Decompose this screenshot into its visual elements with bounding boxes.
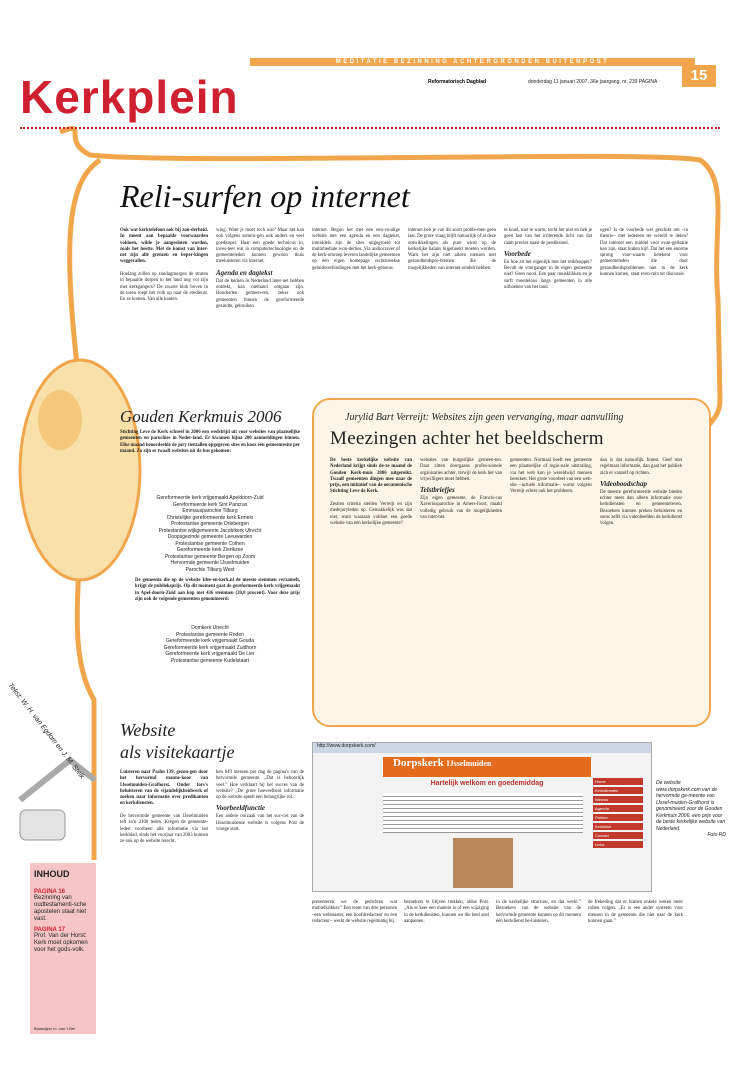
website-column-2: ken 649 mensen per dag de pagina's van de hervormde gemeente. „Dat is behoorlijk veel.” Hoe verklaart hij het succes van de website? „De grote hoeveelheid informatie op de website speelt een belangrijke rol. Voorbeeldfunctie Een andere oorzaak van het suc-ces van de IJsselmuidense website is volgens Post de vroege start.: [216, 770, 304, 833]
nominee-item: Protestantse gemeente Driebergen: [171, 521, 249, 527]
article-column-3: [312, 228, 400, 272]
article-body: En hoe zit het eigenlijk met het reikfeopper? Bevalt de voorganger in de eigen gemeente niet? Geen nood. Een paar muisklikken en je surft moeiteloos langs gemeenten in alle uithoeken van het land.: [504, 259, 592, 291]
page-number: 15: [682, 65, 716, 87]
article-body: ogen? Is de voorbede wel geschikt om –in theorie– met iedereen ter wereld te delen? Dat internet een middel voor evan-gelisatie kan zijn, staat buiten kijf. Dat het een enorme sprong voor-waarts betekent voor gemeenteleden die door gezondheidsproblemen niet in de kerk kunnen komen, staat even-min ter discussie.: [600, 228, 688, 278]
article-body: Hoelang zullen op zondagmorgen de straten in bepaalde dorpen in het land nog vol zijn met kerkgangers? De zwarte blok boven in de toren roept het volk op naar de eredienst. En ze komen. Van alle kanten.: [120, 272, 208, 303]
masthead-logo: Kerkplein: [20, 71, 239, 123]
article-column-5: [504, 228, 592, 291]
nominee-list: [120, 495, 300, 573]
section-bar: MEDITATIE BEZINNING ACHTERGRONDEN BUITENPOST: [250, 58, 695, 66]
site-menu-item[interactable]: Kerkdiensten: [593, 787, 643, 794]
subheading: Voorbede: [504, 249, 531, 258]
nominee-item: Protestantse gemeente Bergen op Zoom: [164, 553, 256, 560]
site-menu-item[interactable]: Links: [593, 841, 643, 848]
website-column-3: presenteren we de gedichten wat mobielkrikker.” Een team van drie personen –een webmaster, een hoofdredacteur en een redacteur– werkt de website regelmatig bij.: [312, 900, 397, 924]
nominee-item: Gereformeerde kerk vrijgemaakt Apeldoorn-Zuid: [156, 495, 264, 501]
article-column-4: [408, 228, 496, 272]
article-lead: Ook wat kerktelefoon ook bij zon-derheid. In meent aan bepaalde voorwaarden voldoen, wilde je aangesloten worden, zoals het heette. Met de komst van inter-net zijn alle grenzen en beper-kingen weggevallen.: [120, 228, 208, 265]
nominee-item: Protestantse gemeente Roden: [176, 631, 244, 638]
site-menu: [593, 778, 643, 850]
nominee-item: Gereformeerde kerk vrijgemaakt Zuidhorn: [163, 644, 257, 651]
nominee-item: Hervormde gemeente IJsselmuiden: [170, 560, 250, 566]
site-text: [383, 793, 583, 833]
article-body: te koud, niet te warm, tocht het niet en heb je geen last van het irriterende licht van dat raam precies naast de predikstoel.: [504, 228, 592, 246]
contents-text: Prof. Van der Horst: Kerk moet opkomen voor het gods-volk.: [34, 933, 88, 953]
contents-footer: Bladwijzer in. van 't Bel: [34, 1026, 76, 1031]
site-menu-item[interactable]: Kerkblad: [593, 823, 643, 830]
contents-page[interactable]: PAGINA 17: [34, 927, 66, 933]
sidebar-title: Gouden Kerkmuis 2006: [120, 407, 282, 426]
contents-box: [30, 863, 96, 1034]
interview-kicker: Jurylid Bart Verreijt: Websites zijn geen vervanging, maar aanvulling: [345, 412, 624, 423]
site-welcome: Hartelijk welkom en goedemiddag: [430, 780, 544, 787]
newspaper-name: Reformatorisch Dagblad: [428, 79, 487, 85]
divider: [20, 127, 720, 129]
nominee-item: Christelijke gereformeerde kerk Ermelo: [166, 514, 254, 521]
church-photo: [453, 838, 513, 888]
contents-title: INHOUD: [34, 869, 70, 879]
nominee-item: Gereformeerde kerk Zierikzee: [176, 547, 244, 553]
article-column-1: [120, 228, 208, 304]
website-article-title: Website als visitekaartje: [120, 720, 235, 762]
article-title: Reli-surfen op internet: [120, 178, 410, 214]
site-banner: Dorpskerk IJsselmuiden: [383, 757, 591, 777]
nominee-item: Gereformeerde kerk Sint Pancras: [172, 501, 248, 508]
nominee-item: Gereformeerde kerk vrijgemaakt De Lier: [165, 651, 255, 657]
website-column-4: bezoekers te blijven trekken, aldus Post. „Als er keer een materie is of een wijziging in de kerkdiensten, kunnen we die heel snel aanpassen.: [404, 900, 489, 924]
sidebar-intro: Stichting Leve de Kerk schreef in 2006 een wedstrijd uit voor websites van plaatselijke gemeenten en parochies in Neder-land. Er kwamen bijna 200 aanmeldingen binnen. Elke maand beoordeelde de jury tientallen opgegeven sites en koos één gemeentesite per maand. Zo zijn er twaalf websites uit de bus gekomen:: [120, 430, 300, 454]
article-body: wing. Want je moet toch wat? Maar het kan ook volgens sommi-gen ook anders en veel goedkoper. Haar een goede technicus in, inves-teer wat in computertechnologie en de gemeenteleden kunnen gewoon thuis meeluisteren via internet.: [216, 228, 304, 265]
photo-caption: De website www.dorpskerk.com van de hervormde ge-meente van IJssel-muiden-Grafhorst is genomineerd voor de Gouden Kerkmuis 2006, een prijs voor de beste kerkelijke website van Nederland. Foto RD: [656, 780, 726, 838]
site-menu-item[interactable]: Home: [593, 778, 643, 785]
dateline: donderdag 11 januari 2007, 36e jaargang, nr. 239 PAGINA: [528, 79, 658, 85]
contents-page[interactable]: PAGINA 16: [34, 889, 66, 895]
site-menu-item[interactable]: Nieuws: [593, 796, 643, 803]
nominee-list-2: [120, 625, 300, 664]
site-menu-item[interactable]: Agenda: [593, 805, 643, 812]
sidebar-middle: De gemeente die op de website Idee-en-kerk.nl de meeste stemmen verzamelt, krijgt de publieksprijs. Op dit moment gaat de gereformeerde kerk vrijgemaakt in Apel-doorn-Zuid aan kop met 436 stemmen (20,8 procent). Voor deze prijs zijn ook de volgende gemeenten genomineerd:: [135, 578, 300, 602]
contents-text: Bezinning van oudtestamenti-sche apostelen staat niet vast.: [34, 895, 87, 922]
article-body: internet. Begon het met een een-voudige website met een agenda en een dagtekst, inmiddels zijn de sites uitgegroeid tot multimediale won-derties. Via audiocraver of de kerk-omroep leveren landelijke gemeenten op een eigen homepage rechtstreekse geluidsverbindingen met het kerk-gebouw.: [312, 228, 400, 271]
interview-column-3: gemeenten. Normaal heeft een gemeente een plaatselijke of regio-nale uitstraling, via het web kun je wereldwijd mensen bereiken. Het grote voordeel van een web-site –actuele informatie– vormt volgens Verreijt echter ook het probleem.: [510, 458, 592, 495]
subheading: Agenda en dagtekst: [216, 268, 273, 277]
nominee-item: Protestantse gemeente Cothen: [175, 540, 245, 547]
interview-column-1: De beste kerkelijke website van Nederland krijgt sinds de-ze maand de Gouden Kerk-muis 2006 uitgereikt. Twaalf gemeenten dingen mee naar de prijs, een initiatief van de oecumenische Stichting Leve de Kerk. Zestien criteria stelden Verreijt en zijn medejuryleden op. Gemakkelijk was dat niet, want waaraan voldoet een goede website van een kerkelijke gemeente?: [330, 458, 412, 526]
nominee-item: Protestantse gemeente Kudelstaart: [170, 657, 250, 664]
nominee-item: Gereformeerde kerk vrijgemaakt Gouda: [165, 638, 255, 644]
address-bar: http://www.dorpskerk.com/: [313, 743, 651, 753]
nominee-item: Domkerk Utrecht: [191, 625, 229, 631]
interview-column-2: websites van burgerlijke gemeen-ten. Daar zitten doorgaans profes-sionele organisaties achter, terwijl de kerk het van vrijwilligers moet hebben. Telstbriefjes Zijn eigen gemeente, de Francis-cus Xaveriusparochie in Amers-foort, maakt volledig gebruik van de mogelijkheden van inter-net.: [420, 458, 502, 521]
article-body: Dat de kerken in Nederland inter-net hebben ontdekt, kan niemand ontgaan zijn. Honderden gemeen-ten, zeker ook gemeenten binnen de gereformeerde gezindte, gebruiken: [216, 278, 304, 309]
nominee-item: Parochie Tilburg West: [185, 566, 235, 573]
nominee-item: Protestantse wijkgemeente Jacobikerk Utrecht: [158, 527, 262, 534]
author-credit: Tekst: W. H. van Egdom en J. M. Stelk: [6, 682, 86, 781]
article-column-2: [216, 228, 304, 310]
site-menu-item[interactable]: Preken: [593, 814, 643, 821]
interview-title: Meezingen achter het beeldscherm: [330, 428, 604, 449]
website-column-6: de frekeding dat er binnen enkele weken meer rollen volgen. „Er is een ander systeem voor mensen in de gemeente die niet naar de kerk kunnen gaan.”: [588, 900, 683, 924]
website-column-5: in de kerkelijke structuur, en dat werkt.” Bezoekers van de website van de hervormde gemeente kunnen op dit moment één kerkdienst be-luisteren.: [496, 900, 581, 924]
nominee-item: Doopsgezinde gemeente Leeuwarden: [167, 534, 253, 540]
article-column-6: [600, 228, 688, 278]
article-body: internet heb je van dit soort proble-men geen last. De grote vraag blijft natuurlijk of al deze ontwikkelingen als pure winst op de kerkelijke balans bijgeboekt moeten worden. Want het zijn niet alleen mensen met gezondheidspro-blemen die de mogelijkheden van internet omdelt hebben.: [408, 228, 496, 271]
website-screenshot: [312, 742, 652, 892]
website-column-1: Luisteren naar Psalm 139, gezon-gen door het hervormd manne-koor van IJsselmuiden-Grafhorst. Onder fors's beluisteren van de vijandelijkheidwerk of zoeken naar informatie over predikanten en kerkdiensten. De hervormde gemeente van IJsselmuiden telt zo'n 2100 leden. Kregen de gemeente-leden voorheen alle informatie via het kerkblad, sinds het voorjaar van 2003 kunnen ze ook op de website terecht.: [120, 770, 208, 845]
interview-column-4: dan is dat natuurlijk funest. Geef met regelmaat informatie, dan gaat het publiek zich er vanzelf op richten. Videoboodschap De meeste gereformeerde website bieden echter meer dan alleen informatie over kerkdiensten en gemeenteleven. Bezoekers kunnen preken beluisteren en soms zelfs via videobeelden de kerkdienst volgen.: [600, 458, 682, 527]
nominee-item: Emmausparochie Tilburg: [182, 508, 238, 514]
site-menu-item[interactable]: Contact: [593, 832, 643, 839]
